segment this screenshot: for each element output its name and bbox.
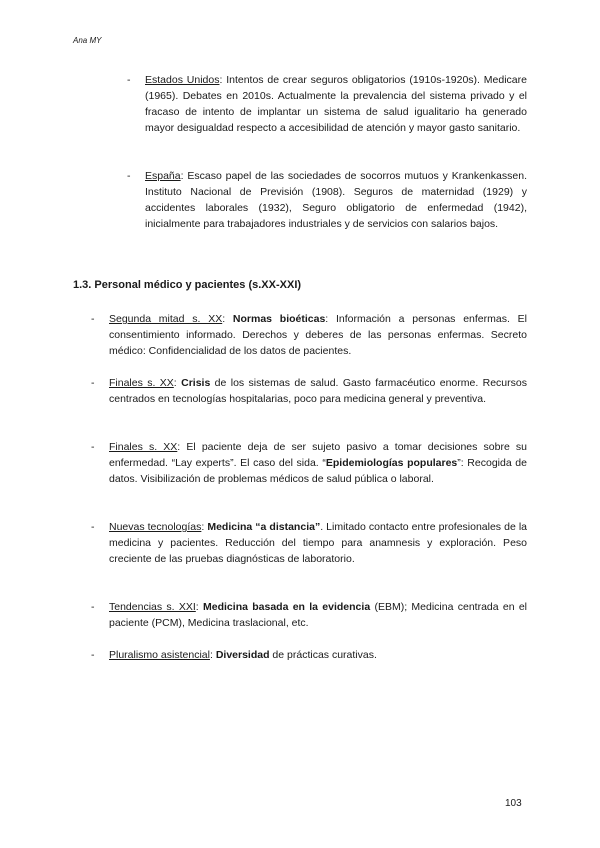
bullet-text: : Escaso papel de las sociedades de socorros mutuos y Krankenkassen. Instituto Nacional de Previsión (1908). Seguros de maternidad (1929) y accidentes laborales (1932), Seguro obligatorio de enfermedad (1942), inicialmente para trabajadores industriales y de servicios con salarios bajos.: [145, 170, 527, 230]
bullet-text: : El paciente deja de ser sujeto pasivo a tomar decisiones sobre su enfermedad. “Lay experts”. El caso del sida. “: [109, 441, 528, 469]
bullet-sep: :: [195, 601, 204, 613]
section-title: 1.3. Personal médico y pacientes (s.XX-XXI): [73, 279, 302, 291]
bullet-term: Pluralismo asistencial: [109, 649, 210, 661]
bullet-term: Tendencias s. XXI: [109, 601, 196, 613]
bullet-bold: Medicina basada en la evidencia: [203, 601, 371, 613]
bullet-bold: Normas bioéticas: [232, 313, 326, 325]
bullet-nuevas-tecnologias: [91, 519, 527, 567]
bullet-term: Finales s. XX: [109, 377, 174, 389]
bullet-dash: -: [91, 377, 95, 389]
bullet-text: : Información a personas enfermas. El consentimiento informado. Derechos y deberes de las personas enfermas. Secreto médico: Confidencialidad de los datos de pacientes.: [109, 313, 527, 357]
bullet-dash: -: [91, 601, 95, 613]
bullet-text: de prácticas curativas.: [269, 649, 377, 661]
bullet-dash: -: [91, 441, 95, 453]
bullet-pluralismo: [91, 647, 527, 663]
bullet-sep: :: [173, 377, 182, 389]
bullet-term: España: [145, 170, 181, 182]
bullet-dash: -: [127, 74, 131, 86]
bullet-text: . Limitado contacto entre profesionales de la medicina y pacientes. Reducción del tiempo para anamnesis y exploración. Peso creciente de las pruebas diagnósticas de laboratorio.: [109, 521, 527, 565]
bullet-segunda-mitad: [91, 311, 527, 359]
bullet-term: Segunda mitad s. XX: [109, 313, 223, 325]
bullet-dash: -: [91, 521, 95, 533]
bullet-text: ”: Recogida de datos. Visibilización de problemas médicos de salud pública o laboral.: [109, 457, 527, 485]
page-number: 103: [505, 798, 522, 809]
bullet-finales-crisis: [91, 375, 527, 407]
bullet-finales-paciente: [91, 439, 528, 487]
bullet-term: Finales s. XX: [109, 441, 178, 453]
bullet-bold: Crisis: [181, 377, 211, 389]
bullet-text: de los sistemas de salud. Gasto farmacéutico enorme. Recursos centrados en tecnologías hospitalarias, poco para medicina general y preventiva.: [109, 377, 527, 405]
bullet-sep: :: [201, 521, 208, 533]
bullet-text: : Intentos de crear seguros obligatorios (1910s-1920s). Medicare (1965). Debates en 2010s. Actualmente la prevalencia del sistema privado y el fracaso de intento de implantar un sistema de salud igualitario ha generado mayor desigualdad respecto a accesibilidad de atención y mayor gasto sanitario.: [145, 74, 527, 134]
bullet-espana: [127, 168, 527, 232]
bullet-bold: Epidemiologías populares: [325, 457, 458, 469]
bullet-term: Estados Unidos: [145, 74, 220, 86]
page-header-author: Ana MY: [73, 36, 102, 45]
bullet-bold: Diversidad: [215, 649, 270, 661]
bullet-dash: -: [91, 649, 95, 661]
bullet-estados-unidos: [127, 72, 527, 136]
bullet-sep: :: [222, 313, 233, 325]
bullet-text: (EBM); Medicina centrada en el paciente (PCM), Medicina traslacional, etc.: [109, 601, 528, 629]
bullet-dash: -: [91, 313, 95, 325]
bullet-bold: Medicina “a distancia”: [207, 521, 321, 533]
bullet-sep: :: [209, 649, 216, 661]
bullet-dash: -: [127, 170, 131, 182]
bullet-tendencias: [91, 599, 528, 631]
bullet-term: Nuevas tecnologías: [109, 521, 202, 533]
